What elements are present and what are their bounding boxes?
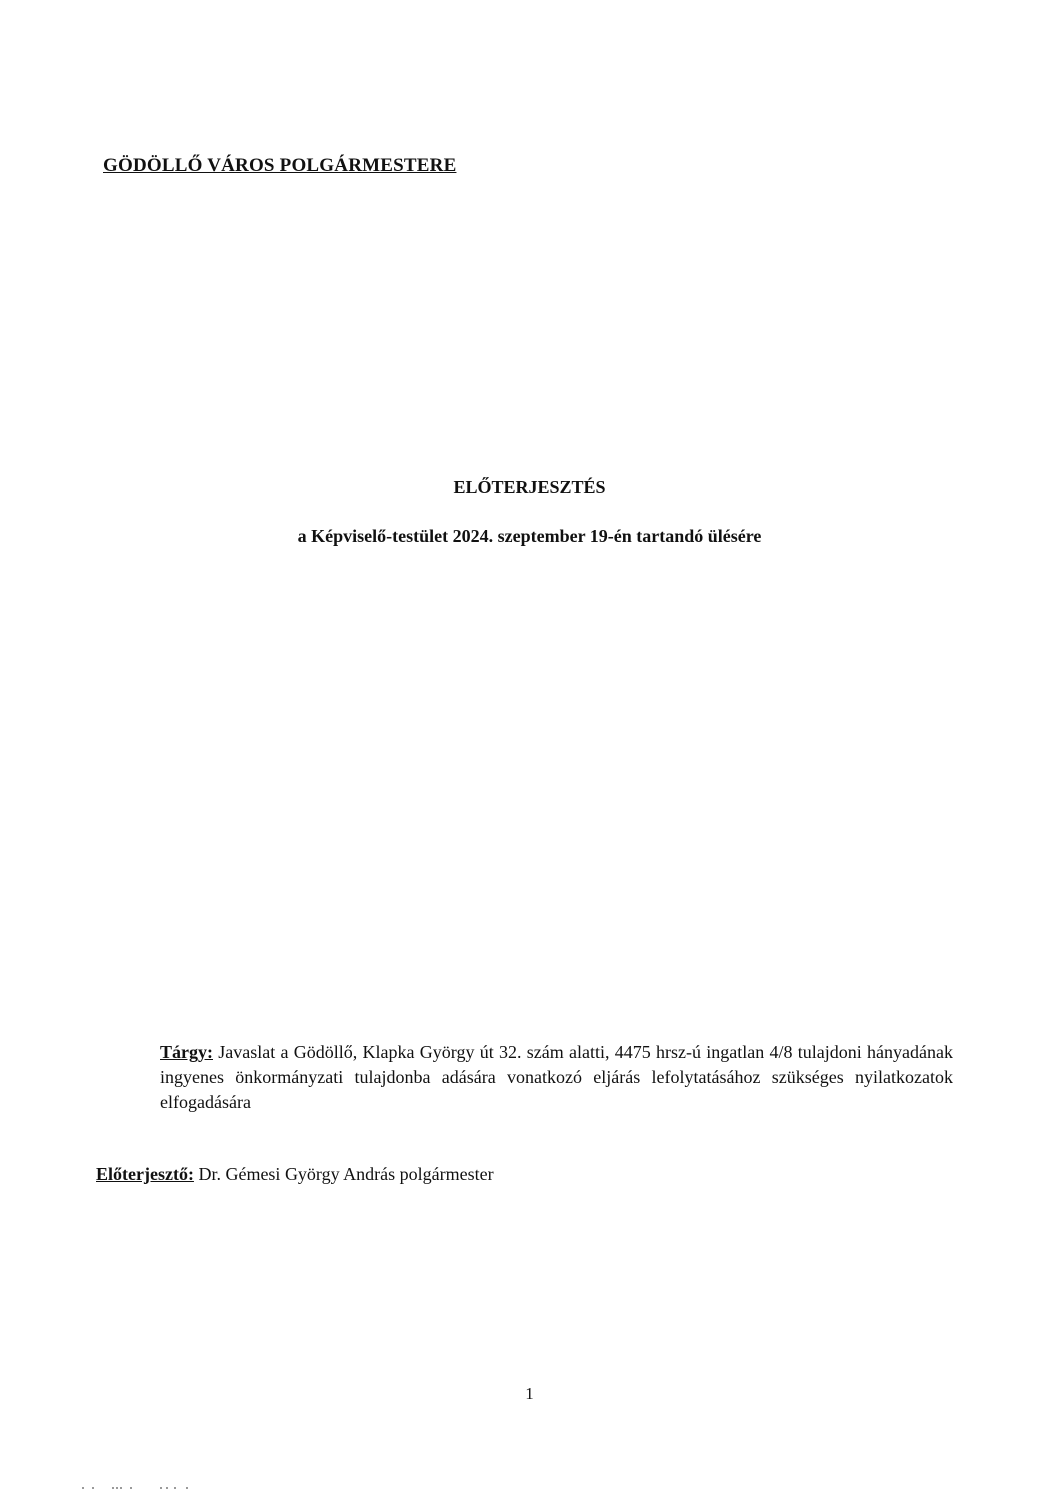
document-type-title: ELŐTERJESZTÉS (453, 477, 606, 497)
issuing-authority-heading: GÖDÖLLŐ VÁROS POLGÁRMESTERE (103, 155, 457, 176)
subject-text: Javaslat a Gödöllő, Klapka György út 32. szám alatti, 4475 hrsz-ú ingatlan 4/8 tulajdoni hányadának ingyenes önkormányzati tulajdonba adására vonatkozó eljárás lefolytatásához szükséges nyilatkozatok elfogadására (160, 1042, 954, 1112)
presenter-name: Dr. Gémesi György András polgármester (198, 1164, 494, 1184)
subject-section (160, 1040, 953, 1115)
presenter-label: Előterjesztő: (96, 1164, 194, 1184)
presenter-section (96, 1164, 494, 1185)
subject-label: Tárgy: (160, 1042, 213, 1062)
page-number: 1 (525, 1384, 534, 1403)
document-subtitle: a Képviselő-testület 2024. szeptember 19-én tartandó ülésére (297, 526, 762, 546)
scan-artifact-marks (82, 1485, 192, 1491)
